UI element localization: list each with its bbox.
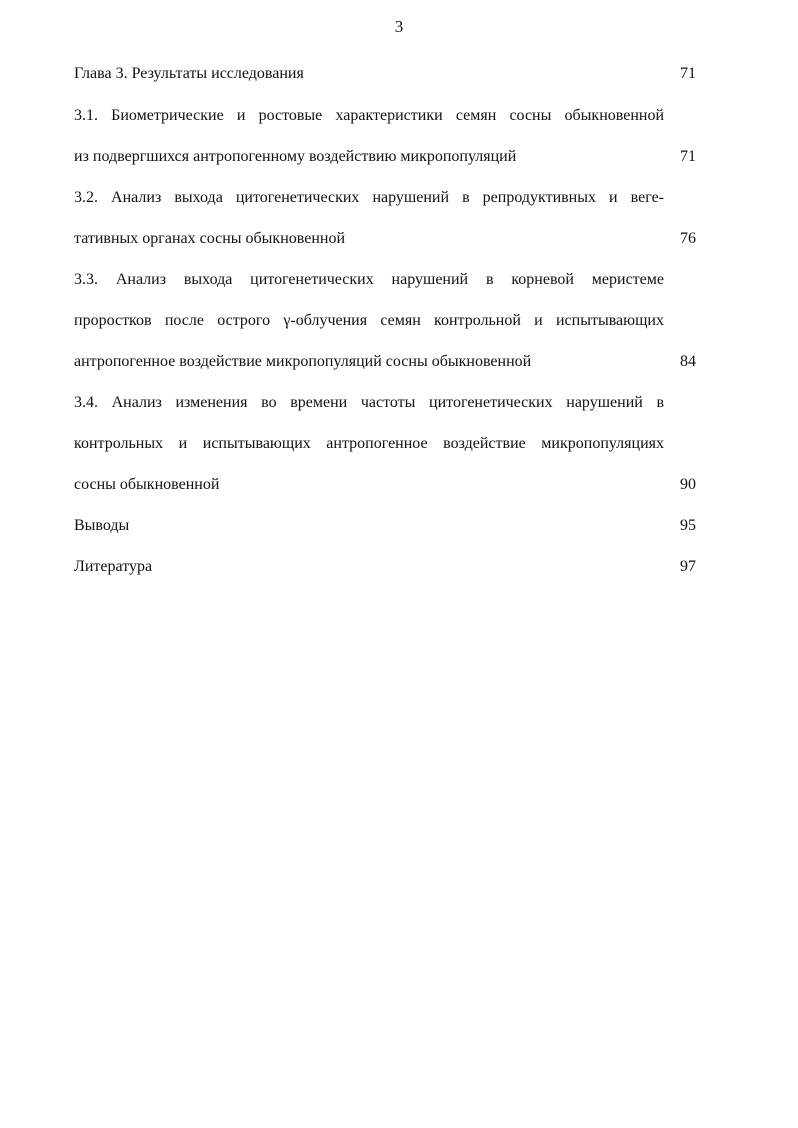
- toc-line: [74, 432, 664, 473]
- toc-page-ref: 71: [680, 148, 696, 165]
- toc-page-ref: 84: [680, 353, 696, 370]
- toc-line: [74, 350, 696, 391]
- toc-entry-section-3-3: [74, 268, 696, 391]
- toc-entry-text: сосны обыкновенной: [74, 476, 220, 493]
- toc-entry-title: Глава 3. Результаты исследования: [74, 65, 304, 82]
- table-of-contents: [74, 62, 696, 596]
- toc-line: [74, 62, 696, 104]
- toc-page-ref: 90: [680, 476, 696, 493]
- toc-entry-text: 3.1. Биометрические и ростовые характеристики семян сосны обыкновенной: [74, 107, 664, 124]
- toc-line: [74, 555, 696, 596]
- toc-line: [74, 186, 664, 227]
- toc-entry-text: из подвергшихся антропогенному воздействию микропопуляций: [74, 148, 517, 165]
- page-number: 3: [394, 17, 404, 36]
- toc-line: [74, 227, 696, 268]
- toc-page-ref: 97: [680, 558, 696, 575]
- toc-line: [74, 145, 696, 186]
- toc-entry-text: контрольных и испытывающих антропогенное воздействие микропопуляциях: [74, 435, 664, 452]
- toc-line: [74, 473, 696, 514]
- toc-page-ref: 95: [680, 517, 696, 534]
- toc-entry-section-3-1: [74, 104, 696, 186]
- toc-entry-text: 3.4. Анализ изменения во времени частоты цитогенетических нарушений в: [74, 394, 664, 411]
- toc-entry-text: проростков после острого γ-облучения семян контрольной и испытывающих: [74, 312, 664, 329]
- toc-entry-title: Выводы: [74, 517, 130, 534]
- toc-entry-text: антропогенное воздействие микропопуляций сосны обыкновенной: [74, 353, 532, 370]
- toc-entry-title: Литература: [74, 558, 153, 575]
- toc-entry-conclusions: [74, 514, 696, 555]
- toc-line: [74, 309, 664, 350]
- toc-line: [74, 268, 664, 309]
- toc-line: [74, 391, 664, 432]
- toc-page-ref: 71: [680, 65, 696, 82]
- toc-entry-text: 3.2. Анализ выхода цитогенетических нарушений в репродуктивных и веге-: [74, 189, 664, 206]
- toc-entry-chapter-3: [74, 62, 696, 104]
- toc-line: [74, 104, 664, 145]
- toc-entry-text: тативных органах сосны обыкновенной: [74, 230, 346, 247]
- toc-entry-literature: [74, 555, 696, 596]
- toc-entry-section-3-4: [74, 391, 696, 514]
- toc-entry-text: 3.3. Анализ выхода цитогенетических нарушений в корневой меристеме: [74, 271, 664, 288]
- toc-line: [74, 514, 696, 555]
- toc-page-ref: 76: [680, 230, 696, 247]
- toc-entry-section-3-2: [74, 186, 696, 268]
